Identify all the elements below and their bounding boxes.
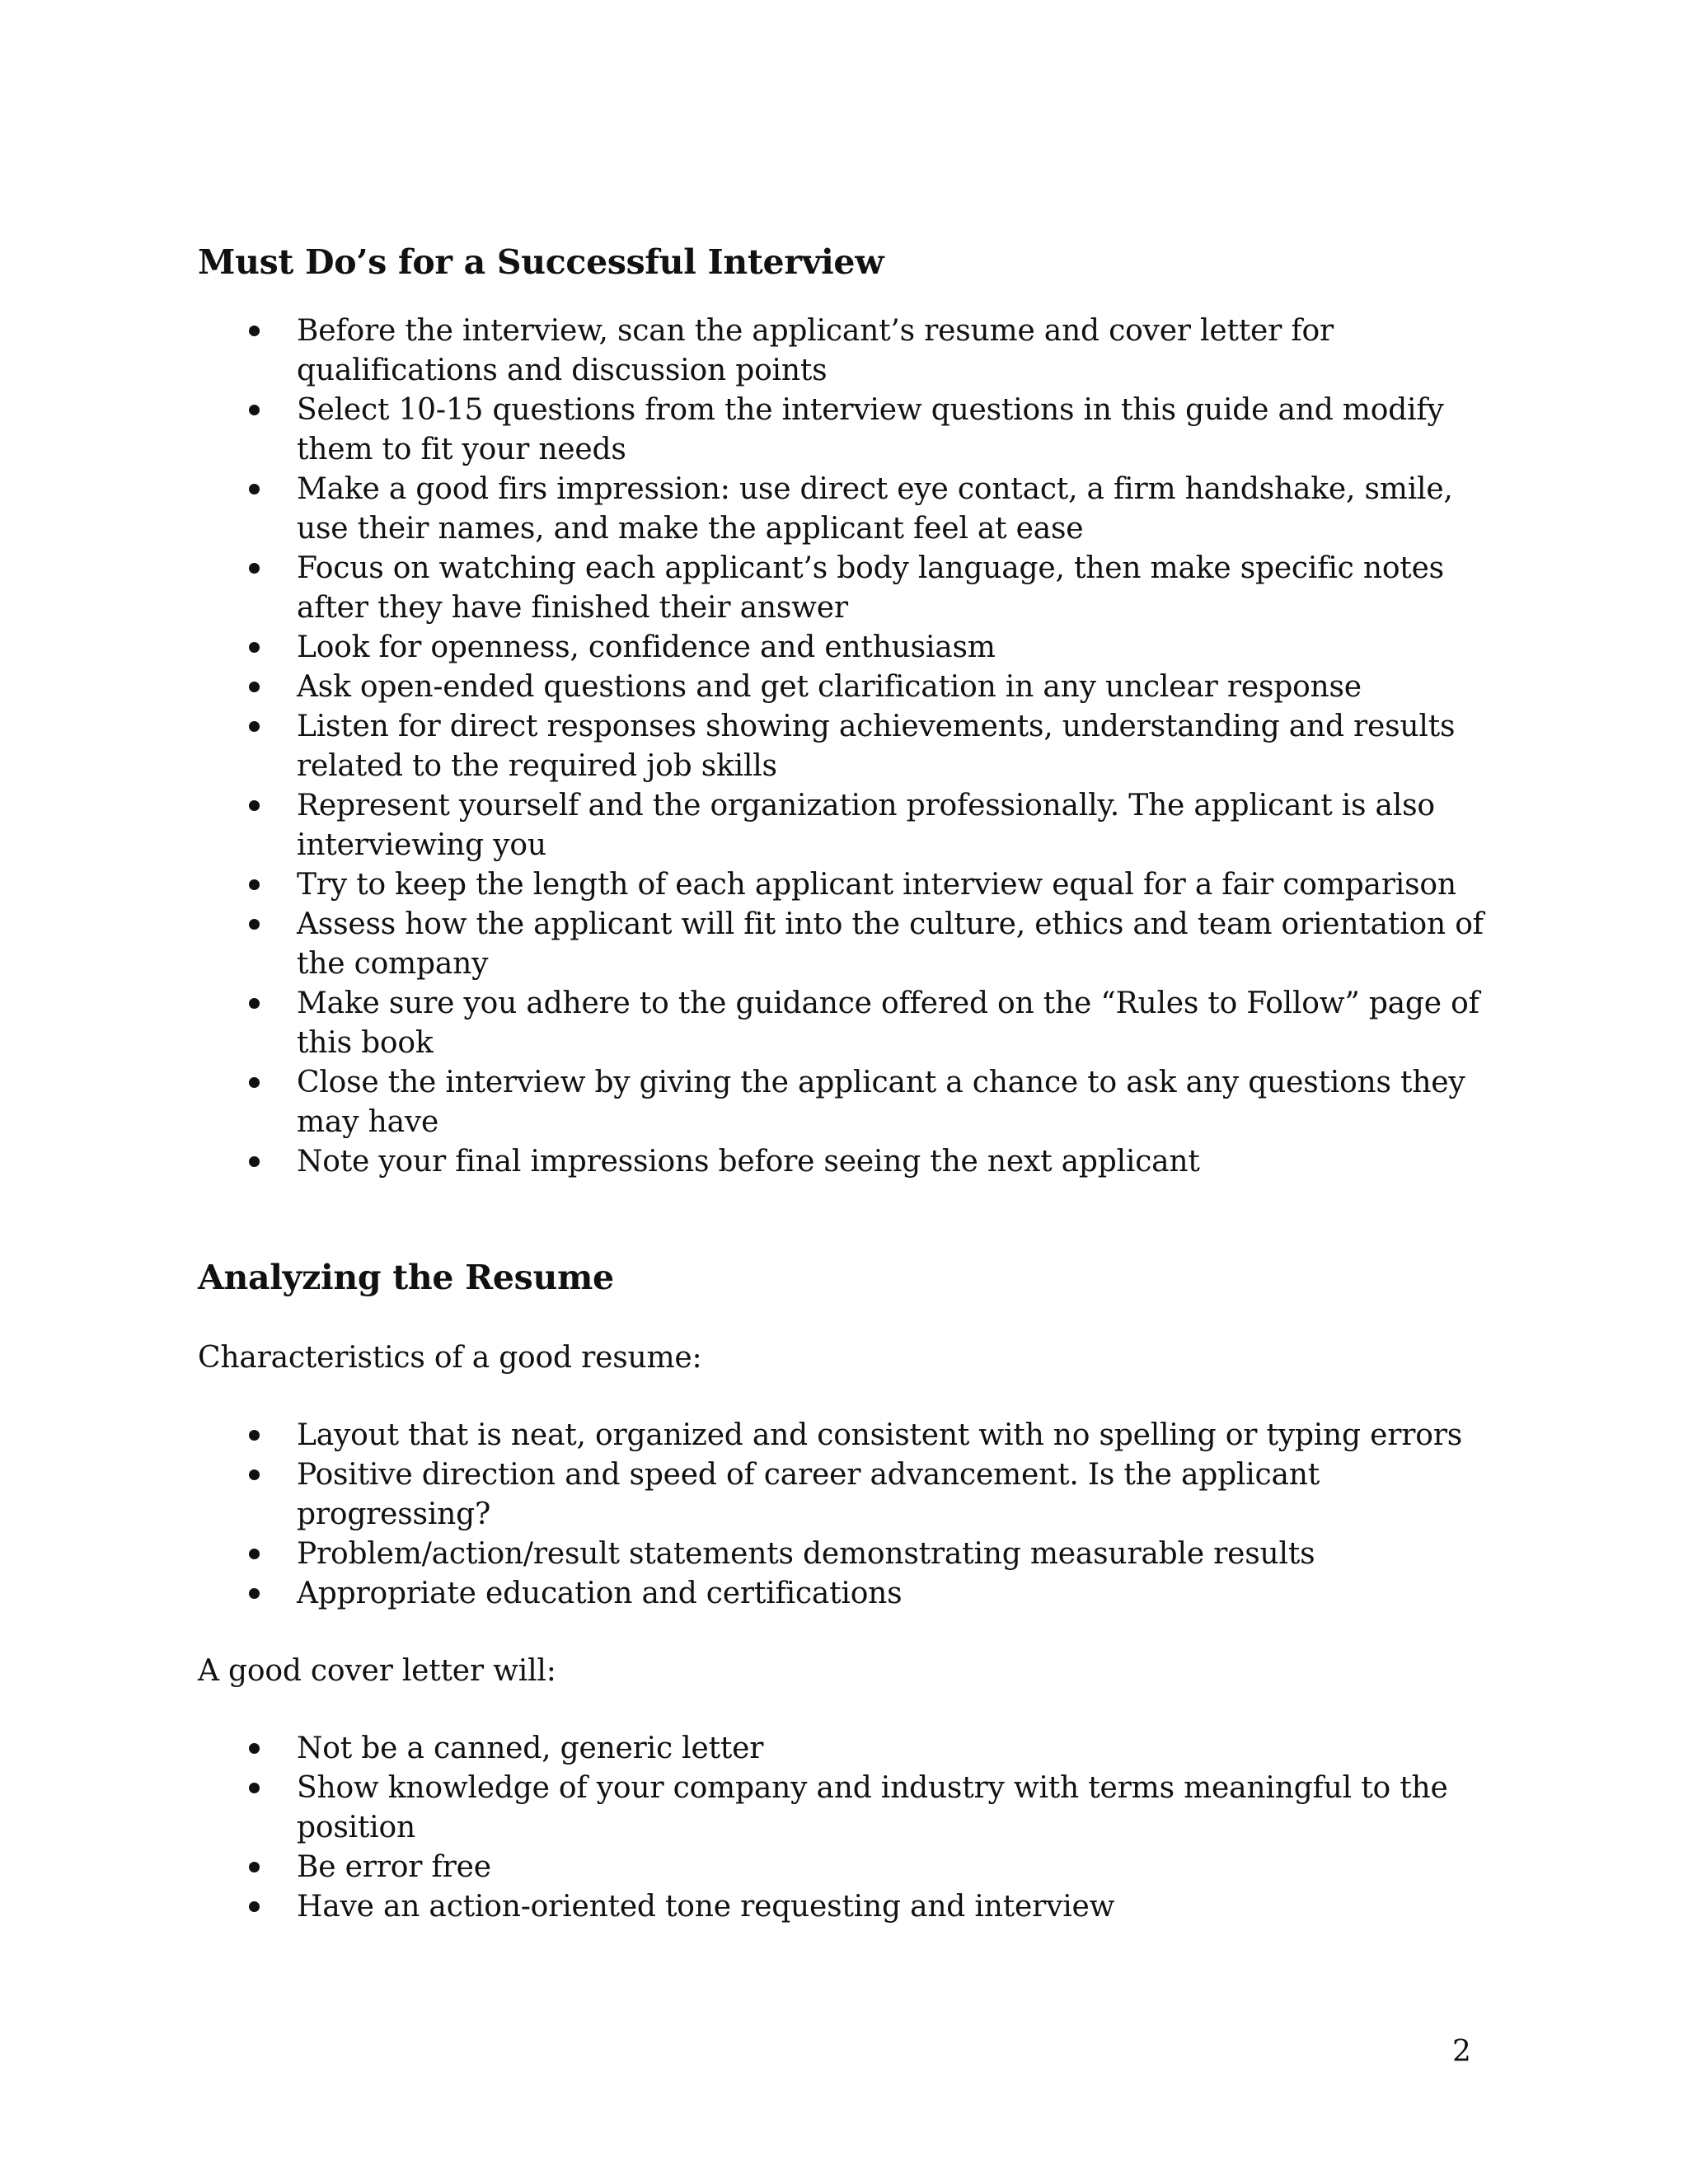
bullet-icon (249, 1588, 260, 1599)
bullet-icon (249, 1549, 260, 1559)
list-item (198, 905, 1484, 984)
page-number: 2 (1452, 2035, 1471, 2069)
list-item (198, 1769, 1484, 1848)
section-heading-analyzing-resume: Analyzing the Resume (198, 1258, 614, 1297)
bullet-icon (249, 1156, 260, 1167)
list-item (198, 1887, 1484, 1927)
list-item-text: Ask open-ended questions and get clarification in any unclear response (297, 670, 1362, 704)
bullet-icon (249, 682, 260, 692)
list-item-text: Be error free (297, 1850, 491, 1884)
bullet-icon (249, 800, 260, 811)
list-item-text: Note your final impressions before seeing the next applicant (297, 1145, 1200, 1179)
bullet-icon (249, 326, 260, 336)
list-item (198, 1848, 1484, 1887)
list-item (198, 1574, 1484, 1614)
list-item (198, 865, 1484, 905)
list-item (198, 668, 1484, 707)
bullet-icon (249, 1901, 260, 1912)
list-item-text: Show knowledge of your company and industry with terms meaningful to the position (297, 1771, 1448, 1844)
list-item-text: Make sure you adhere to the guidance offered on the “Rules to Follow” page of this book (297, 987, 1479, 1060)
bullet-icon (249, 1469, 260, 1480)
list-item-text: Try to keep the length of each applicant interview equal for a fair comparison (297, 868, 1456, 902)
bullet-icon (249, 879, 260, 890)
bullet-icon (249, 1077, 260, 1088)
list-item (198, 1416, 1484, 1455)
resume-characteristics-list (198, 1416, 1484, 1614)
list-item-text: Make a good firs impression: use direct eye contact, a firm handshake, smile, use their names, and make the applicant feel at ease (297, 472, 1453, 546)
list-item (198, 1063, 1484, 1142)
list-item-text: Positive direction and speed of career advancement. Is the applicant progressing? (297, 1458, 1320, 1531)
list-item-text: Not be a canned, generic letter (297, 1732, 764, 1765)
bullet-icon (249, 1862, 260, 1872)
list-item (198, 1729, 1484, 1769)
list-item (198, 786, 1484, 865)
list-item (198, 1455, 1484, 1535)
bullet-icon (249, 484, 260, 494)
successful-interview-list (198, 312, 1484, 1182)
bullet-icon (249, 405, 260, 415)
cover-letter-list (198, 1729, 1484, 1927)
bullet-icon (249, 721, 260, 732)
bullet-icon (249, 563, 260, 574)
list-item (198, 312, 1484, 391)
bullet-icon (249, 1430, 260, 1441)
list-item (198, 470, 1484, 549)
bullet-icon (249, 998, 260, 1009)
list-item (198, 628, 1484, 668)
list-item (198, 391, 1484, 470)
list-item (198, 707, 1484, 786)
list-item-text: Layout that is neat, organized and consistent with no spelling or typing errors (297, 1418, 1462, 1452)
list-item-text: Problem/action/result statements demonstrating measurable results (297, 1537, 1315, 1571)
list-item-text: Represent yourself and the organization professionally. The applicant is also interviewing you (297, 789, 1435, 862)
list-item-text: Select 10-15 questions from the interview questions in this guide and modify them to fit your needs (297, 393, 1444, 466)
list-item (198, 984, 1484, 1063)
list-item-text: Focus on watching each applicant’s body language, then make specific notes after they have finished their answer (297, 551, 1444, 625)
bullet-icon (249, 642, 260, 653)
list-item-text: Close the interview by giving the applicant a chance to ask any questions they may have (297, 1066, 1465, 1139)
bullet-icon (249, 1743, 260, 1754)
bullet-icon (249, 919, 260, 930)
resume-characteristics-intro: Characteristics of a good resume: (198, 1341, 702, 1375)
list-item-text: Assess how the applicant will fit into the culture, ethics and team orientation of the company (297, 907, 1484, 981)
list-item (198, 549, 1484, 628)
list-item (198, 1535, 1484, 1574)
cover-letter-intro: A good cover letter will: (198, 1654, 556, 1688)
bullet-icon (249, 1783, 260, 1793)
list-item-text: Before the interview, scan the applicant’s resume and cover letter for qualifications and discussion points (297, 314, 1334, 387)
list-item-text: Listen for direct responses showing achievements, understanding and results related to the required job skills (297, 710, 1456, 783)
list-item-text: Appropriate education and certifications (297, 1577, 903, 1610)
section-heading-successful-interview: Must Do’s for a Successful Interview (198, 242, 884, 282)
list-item-text: Have an action-oriented tone requesting and interview (297, 1890, 1115, 1924)
page-content (198, 239, 1484, 1927)
list-item (198, 1142, 1484, 1182)
list-item-text: Look for openness, confidence and enthusiasm (297, 630, 996, 664)
